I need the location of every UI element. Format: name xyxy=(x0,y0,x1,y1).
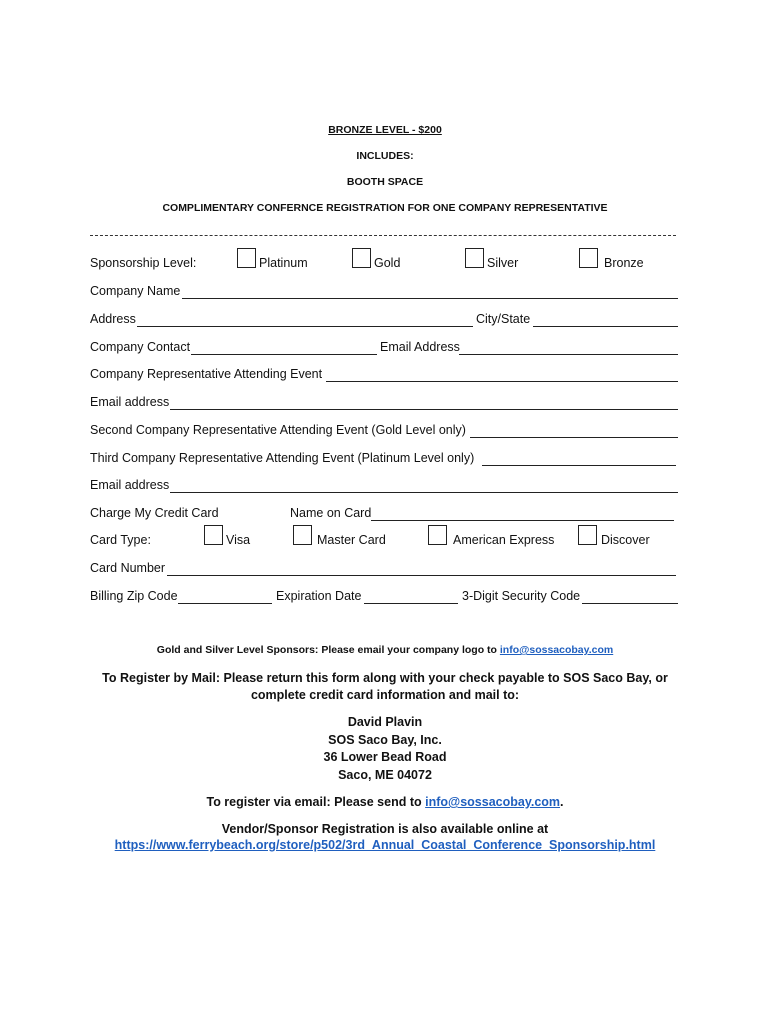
bronze-label: Bronze xyxy=(604,256,644,270)
second-rep-field[interactable] xyxy=(470,437,678,438)
rep-attending-field[interactable] xyxy=(326,381,678,382)
gold-checkbox[interactable] xyxy=(352,248,371,268)
email-address-label: Email Address xyxy=(380,340,460,354)
registration-label: COMPLIMENTARY CONFERNCE REGISTRATION FOR ONE COMPANY REPRESENTATIVE xyxy=(162,202,608,214)
security-code-label: 3-Digit Security Code xyxy=(462,589,581,603)
address-org: SOS Saco Bay, Inc. xyxy=(328,733,442,747)
charge-card-label: Charge My Credit Card xyxy=(90,506,219,520)
expiration-label: Expiration Date xyxy=(276,589,362,603)
rep-row xyxy=(90,367,678,387)
visa-label: Visa xyxy=(226,533,251,547)
platinum-checkbox[interactable] xyxy=(237,248,256,268)
discover-checkbox[interactable] xyxy=(578,525,597,545)
silver-label: Silver xyxy=(487,256,519,270)
company-contact-label: Company Contact xyxy=(90,340,191,354)
name-on-card-field[interactable] xyxy=(371,520,674,521)
name-on-card-label: Name on Card xyxy=(290,506,372,520)
address-name: David Plavin xyxy=(347,715,423,729)
security-code-field[interactable] xyxy=(582,603,678,604)
discover-label: Discover xyxy=(601,533,650,547)
level-title: BRONZE LEVEL - $200 xyxy=(328,124,442,136)
logo-note-text: Gold and Silver Level Sponsors: Please email your company logo to xyxy=(156,644,497,656)
sponsorship-label: Sponsorship Level: xyxy=(90,256,197,270)
contact-row xyxy=(90,340,678,360)
rep-email-label: Email address xyxy=(90,395,170,409)
third-rep-label: Third Company Representative Attending Event (Platinum Level only) xyxy=(90,451,475,465)
address-label: Address xyxy=(90,312,136,326)
email-register-line xyxy=(0,795,770,809)
dashed-divider xyxy=(90,235,676,236)
online-url-line xyxy=(0,838,770,852)
second-email-field[interactable] xyxy=(170,492,678,493)
city-state-field[interactable] xyxy=(533,326,678,327)
logo-email-link[interactable]: info@sossacobay.com xyxy=(499,644,614,656)
online-url-link[interactable]: https://www.ferrybeach.org/store/p502/3rd_Annual_Coastal_Conference_Sponsorship.html xyxy=(114,838,656,852)
second-email-label: Email address xyxy=(90,478,170,492)
mail-line-1: To Register by Mail: Please return this form along with your check payable to SOS Saco Bay, or xyxy=(102,671,668,685)
includes-label: INCLUDES: xyxy=(356,150,414,162)
second-email-row xyxy=(90,478,678,498)
expiration-field[interactable] xyxy=(364,603,458,604)
mastercard-checkbox[interactable] xyxy=(293,525,312,545)
gold-label: Gold xyxy=(374,256,401,270)
company-name-label: Company Name xyxy=(90,284,181,298)
charge-card-row xyxy=(90,506,678,526)
email-register-period: . xyxy=(560,795,564,809)
address-street: 36 Lower Bead Road xyxy=(323,750,447,764)
email-register-text: To register via email: Please send to xyxy=(206,795,422,809)
card-number-row xyxy=(90,561,678,581)
company-name-row xyxy=(90,284,678,304)
third-rep-row xyxy=(90,451,678,471)
visa-checkbox[interactable] xyxy=(204,525,223,545)
rep-email-row xyxy=(90,395,678,415)
amex-label: American Express xyxy=(453,533,555,547)
city-state-label: City/State xyxy=(476,312,531,326)
online-line: Vendor/Sponsor Registration is also available online at xyxy=(221,822,549,836)
billing-zip-field[interactable] xyxy=(178,603,272,604)
card-type-label: Card Type: xyxy=(90,533,151,547)
amex-checkbox[interactable] xyxy=(428,525,447,545)
second-rep-row xyxy=(90,423,678,443)
address-row xyxy=(90,312,678,332)
bronze-checkbox[interactable] xyxy=(579,248,598,268)
booth-space-label: BOOTH SPACE xyxy=(346,176,424,188)
card-number-label: Card Number xyxy=(90,561,166,575)
billing-row xyxy=(90,589,678,609)
platinum-label: Platinum xyxy=(259,256,308,270)
second-rep-label: Second Company Representative Attending Event (Gold Level only) xyxy=(90,423,466,437)
company-contact-field[interactable] xyxy=(191,354,377,355)
mail-line-2: complete credit card information and mail to: xyxy=(250,688,520,702)
rep-email-field[interactable] xyxy=(170,409,678,410)
billing-zip-label: Billing Zip Code xyxy=(90,589,178,603)
address-city: Saco, ME 04072 xyxy=(338,768,432,782)
email-address-field[interactable] xyxy=(459,354,678,355)
email-register-link[interactable]: info@sossacobay.com xyxy=(425,795,561,809)
third-rep-field[interactable] xyxy=(482,465,676,466)
company-name-field[interactable] xyxy=(182,298,678,299)
card-number-field[interactable] xyxy=(167,575,676,576)
address-field[interactable] xyxy=(137,326,473,327)
logo-note xyxy=(0,644,770,656)
mastercard-label: Master Card xyxy=(317,533,386,547)
silver-checkbox[interactable] xyxy=(465,248,484,268)
rep-attending-label: Company Representative Attending Event xyxy=(90,367,323,381)
